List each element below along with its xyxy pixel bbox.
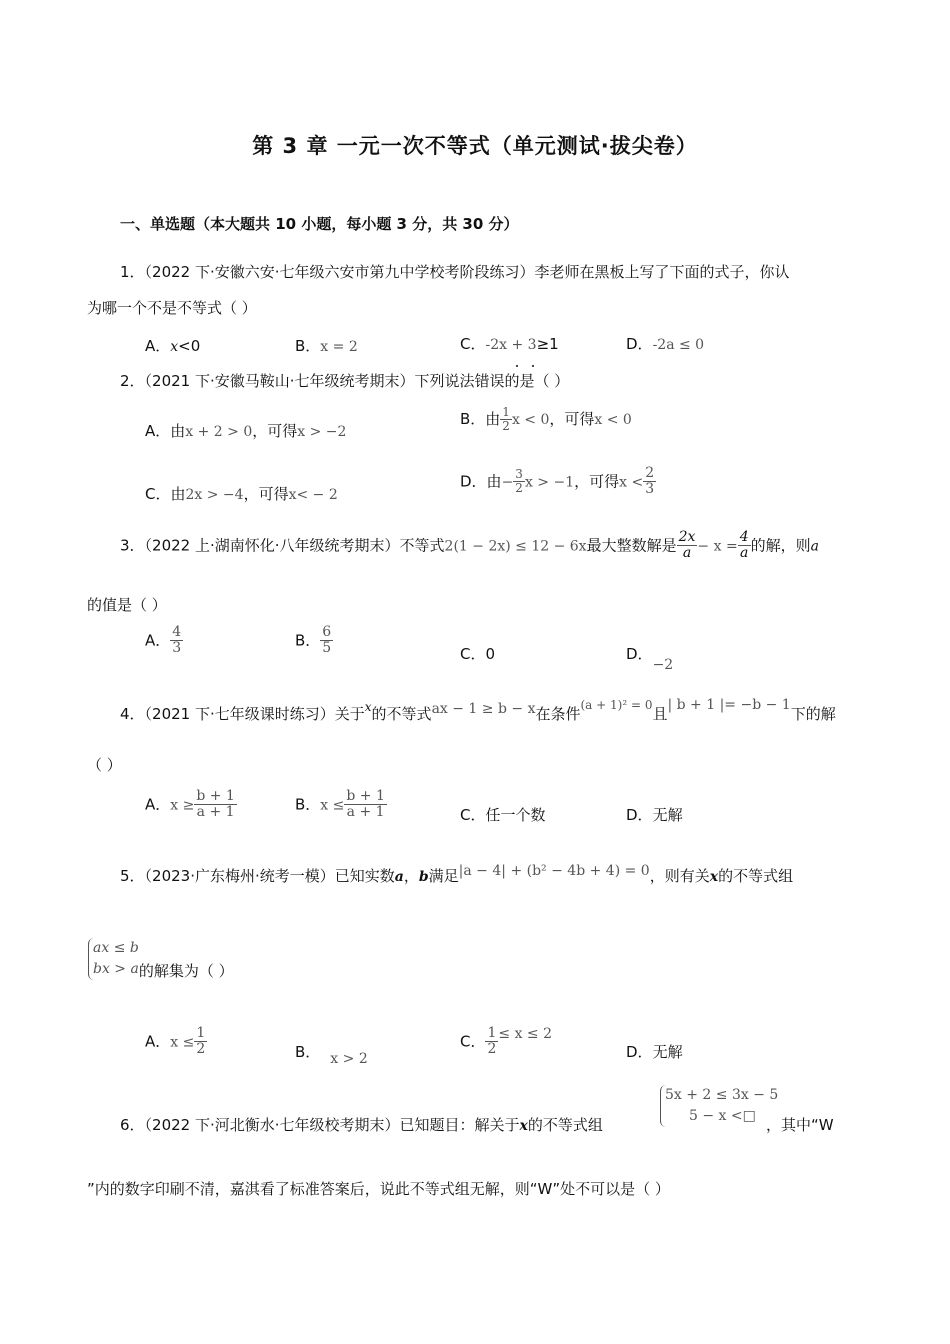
math: x< − 2 <box>288 487 338 503</box>
stem-text: 6．（2022 下·河北衡水·七年级校考期末）已知题目：解关于 <box>120 1116 520 1134</box>
fraction: $\frac{1}{2}$ <box>502 405 510 434</box>
option-label: A． <box>145 337 171 355</box>
math: x <box>364 700 372 714</box>
option-label: B．由 <box>460 410 501 429</box>
fraction: $\frac{b + 1}{a + 1}$ <box>346 788 385 821</box>
q1-option-b <box>295 335 358 356</box>
option-label: D． <box>626 335 653 353</box>
page-title: 第 3 章 一元一次不等式（单元测试·拔尖卷） <box>252 134 698 158</box>
emphasis-dot <box>516 365 518 367</box>
math: x ≥ <box>170 797 195 814</box>
system-brace: ax ≤ b bx > a <box>88 938 139 980</box>
option-label: A．由 <box>145 422 186 440</box>
option-label: A． <box>145 631 171 650</box>
question-6-stem <box>120 1114 603 1135</box>
math: b <box>418 869 429 885</box>
option-label: C． <box>460 335 486 353</box>
math: x < <box>619 474 644 491</box>
question-1-stem: 1．（2022 下·安徽六安·七年级六安市第九中学校考阶段练习）李老师在黑板上写了下面的式子，你认 <box>120 263 790 281</box>
stem-text: 的解集为（ ） <box>138 961 234 980</box>
stem-text: 最大整数解是 <box>586 536 677 555</box>
stem-text: 4．（2021 下·七年级课时练习）关于 <box>120 705 365 723</box>
math: − <box>501 474 514 491</box>
question-6-stem-cont: ”内的数字印刷不清，嘉淇看了标准答案后，说此不等式组无解，则“W”处不可以是（ ） <box>87 1180 670 1198</box>
question-2-stem: 2．（2021 下·安徽马鞍山·七年级统考期末）下列说法错误的是（ ） <box>120 372 570 390</box>
math: x < 0 <box>594 412 632 429</box>
option-label: D． <box>626 645 653 663</box>
math: 2x > −4 <box>185 487 244 503</box>
option-text: 0 <box>485 645 496 663</box>
stem-text: 的不等式 <box>371 705 432 723</box>
section-heading: 一、单选题（本大题共 10 小题，每小题 3 分，共 30 分） <box>120 215 519 233</box>
fraction: $\frac{4}{a}$ <box>739 529 749 562</box>
option-label: C．由 <box>145 485 186 503</box>
option-text: ，可得 <box>549 410 595 429</box>
option-label: D． <box>626 806 653 824</box>
math: x <box>170 339 179 355</box>
math: x + 2 > 0 <box>185 424 253 440</box>
fraction: $\frac{4}{3}$ <box>172 624 182 657</box>
option-label: C． <box>460 806 486 824</box>
math: ax − 1 ≥ b − x <box>431 701 536 717</box>
option-label: B． <box>295 1043 321 1061</box>
option-text: ，可得 <box>243 485 289 503</box>
q5-option-b <box>295 1041 368 1067</box>
option-label: C． <box>460 645 486 663</box>
fraction: $\frac{2x}{a}$ <box>678 529 696 562</box>
q2-option-d <box>460 466 656 498</box>
q5-inequality-system <box>88 938 234 980</box>
fraction: $\frac{1}{2}$ <box>196 1025 206 1058</box>
fraction: $\frac{b + 1}{a + 1}$ <box>196 788 235 821</box>
q4-option-d <box>626 804 683 825</box>
stem-text: 且 <box>652 705 668 723</box>
stem-text: 5．（2023·广东梅州·统考一模）已知实数 <box>120 867 395 885</box>
question-5-stem <box>120 865 793 886</box>
system-brace: 5x + 2 ≤ 3x − 5 5 − x <□ <box>660 1085 778 1127</box>
q4-option-b <box>295 789 387 821</box>
option-label: D． <box>626 1043 653 1061</box>
question-4-stem-cont: （ ） <box>87 756 122 774</box>
question-1-stem-cont: 为哪一个不是不等式（ ） <box>87 299 257 317</box>
option-label: A． <box>145 1032 171 1051</box>
math: x = 2 <box>320 339 358 355</box>
stem-text: 的解，则 <box>750 536 811 555</box>
math: −2 <box>652 657 674 673</box>
math: (a + 1)² = 0 <box>580 698 653 712</box>
q4-option-a <box>145 789 237 821</box>
question-3-stem <box>120 530 819 562</box>
option-text: ≥1 <box>536 335 559 353</box>
math: x ≤ <box>320 797 345 814</box>
stem-text: 在条件 <box>535 705 581 723</box>
fraction: $\frac{2}{3}$ <box>645 465 655 498</box>
stem-text: 的不等式组 <box>527 1116 603 1134</box>
math: a <box>394 869 404 885</box>
stem-text: ， <box>403 867 419 885</box>
option-text: ，可得 <box>252 422 298 440</box>
option-text: <0 <box>178 337 201 355</box>
q3-option-d <box>626 643 674 673</box>
stem-text: 的不等式组 <box>718 867 794 885</box>
fraction: $\frac{6}{5}$ <box>322 624 332 657</box>
option-text: 无解 <box>652 1043 683 1061</box>
math: x > −2 <box>297 424 347 440</box>
emphasis-dot <box>532 365 534 367</box>
option-label: B． <box>295 631 321 650</box>
fraction: $\frac{3}{2}$ <box>515 467 523 496</box>
option-label: D．由 <box>460 472 502 491</box>
option-text: 无解 <box>652 806 683 824</box>
math: |a − 4| + (b² − 4b + 4) = 0 <box>458 863 650 879</box>
option-text: 任一个数 <box>485 806 546 824</box>
q5-option-d <box>626 1041 683 1062</box>
q1-option-a <box>145 335 200 356</box>
q3-option-a <box>145 625 183 657</box>
stem-text: 3．（2022 上·湖南怀化·八年级统考期末）不等式 <box>120 536 445 555</box>
q1-option-c <box>460 333 559 354</box>
math: -2a ≤ 0 <box>652 337 705 353</box>
q6-inequality-system <box>660 1085 778 1127</box>
math: 2(1 − 2x) ≤ 12 − 6x <box>444 538 587 555</box>
q3-option-c <box>460 643 495 664</box>
option-label: C． <box>460 1032 486 1051</box>
question-6-stem-tail: ，其中“W <box>766 1116 834 1134</box>
math: x <box>709 869 719 885</box>
stem-text: 满足 <box>428 867 459 885</box>
math: a <box>810 538 819 555</box>
option-text: ，可得 <box>574 472 620 491</box>
q5-option-a <box>145 1026 207 1058</box>
math: x <box>519 1118 528 1134</box>
question-4-stem <box>120 697 836 724</box>
q2-option-a <box>145 420 346 441</box>
math: x > −1 <box>524 474 575 491</box>
option-label: B． <box>295 337 321 355</box>
stem-text: ，则有关 <box>649 867 710 885</box>
q2-option-c <box>145 483 338 504</box>
q3-option-b <box>295 625 333 657</box>
question-3-stem-cont: 的值是（ ） <box>87 596 167 614</box>
math: x < 0 <box>511 412 550 429</box>
math: − x = <box>697 538 738 555</box>
q2-option-b <box>460 406 632 433</box>
stem-text: 下的解 <box>790 705 836 723</box>
math: x ≤ <box>170 1034 195 1051</box>
q5-option-c <box>460 1026 552 1058</box>
option-label: B． <box>295 795 321 814</box>
math: ≤ x ≤ 2 <box>498 1026 553 1043</box>
q1-option-d <box>626 333 704 354</box>
q4-option-c <box>460 804 546 825</box>
math: -2x + 3 <box>485 337 537 353</box>
math: x > 2 <box>330 1051 368 1067</box>
math: | b + 1 |= −b − 1 <box>667 697 791 713</box>
option-label: A． <box>145 795 171 814</box>
fraction: $\frac{1}{2}$ <box>487 1025 497 1058</box>
